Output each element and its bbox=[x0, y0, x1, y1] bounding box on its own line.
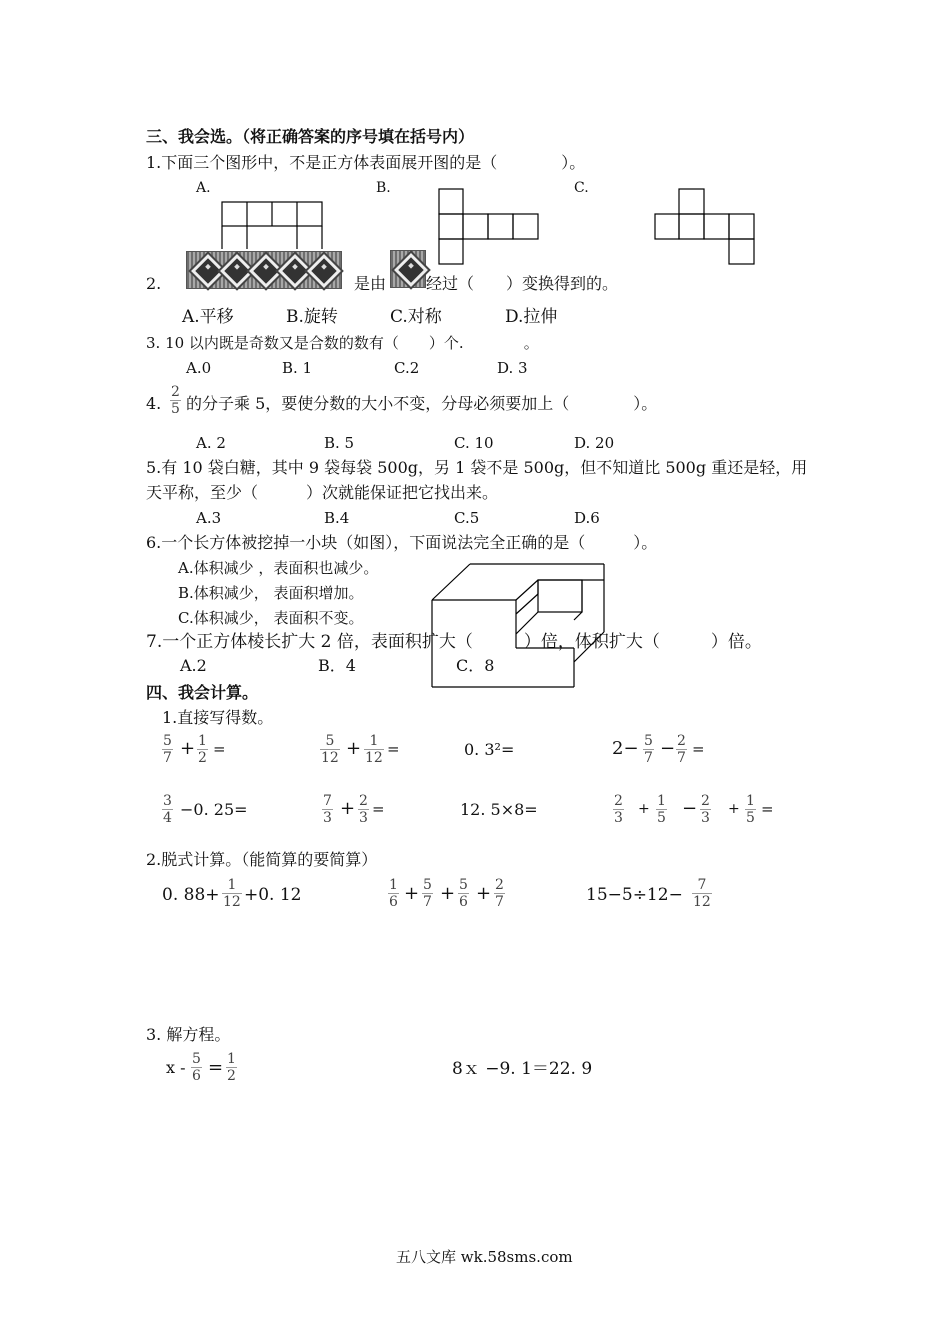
pattern-strip-image bbox=[186, 251, 342, 289]
q4-option-a: A. 2 bbox=[196, 434, 226, 452]
net-figure-b bbox=[438, 188, 540, 266]
part3-title: 3. 解方程。 bbox=[146, 1025, 231, 1044]
q5-option-c: C.5 bbox=[454, 509, 480, 527]
cuboid-figure bbox=[428, 562, 608, 692]
q6-option-a: A.体积减少 ，表面积也减少。 bbox=[178, 559, 379, 577]
row1-expr3: 0. 3²= bbox=[464, 740, 515, 759]
section3-title: 三、我会选。（将正确答案的序号填在括号内） bbox=[146, 127, 475, 146]
q2-option-c: C.对称 bbox=[390, 307, 442, 327]
footer-watermark: 五八文库 wk.58sms.com bbox=[396, 1248, 573, 1266]
q4-option-b: B. 5 bbox=[324, 434, 355, 452]
q6-option-c: C.体积减少， 表面积不变。 bbox=[178, 609, 364, 627]
q4-number: 4. bbox=[146, 394, 162, 413]
q6-text: 6.一个长方体被挖掉一小块（如图），下面说法完全正确的是（ ）。 bbox=[146, 533, 658, 552]
q4-option-d: D. 20 bbox=[574, 434, 615, 452]
part2-title: 2.脱式计算。（能简算的要简算） bbox=[146, 850, 378, 869]
net-figure-a bbox=[221, 201, 325, 251]
q1-option-b: B. bbox=[376, 180, 391, 196]
q5-text-line2: 天平称，至少（ ）次就能保证把它找出来。 bbox=[146, 483, 499, 502]
q2-number: 2. bbox=[146, 274, 162, 293]
q5-text-line1: 5.有 10 袋白糖，其中 9 袋每袋 500g，另 1 袋不是 500g，但不知道比 500g 重还是轻，用 bbox=[146, 458, 808, 477]
pattern-unit-image bbox=[390, 250, 426, 288]
q7-option-a: A.2 bbox=[180, 656, 207, 675]
q5-option-b: B.4 bbox=[324, 509, 350, 527]
q2-option-a: A.平移 bbox=[182, 307, 234, 327]
row2-expr3: 12. 5×8= bbox=[460, 800, 538, 819]
section4-title: 四、我会计算。 bbox=[146, 683, 259, 702]
q1-option-a: A. bbox=[196, 180, 211, 196]
q2-text-a: 是由 bbox=[354, 274, 387, 293]
q7-option-b: B．4 bbox=[318, 656, 356, 675]
q5-option-d: D.6 bbox=[574, 509, 600, 527]
q1-text: 1.下面三个图形中，不是正方体表面展开图的是（ ）。 bbox=[146, 153, 586, 172]
q4-fraction: 2 5 bbox=[171, 384, 180, 417]
q3-option-c: C.2 bbox=[394, 359, 420, 377]
q6-option-b: B.体积减少， 表面积增加。 bbox=[178, 584, 364, 602]
q2-text-b: 经过（ ）变换得到的。 bbox=[426, 274, 619, 293]
q2-option-b: B.旋转 bbox=[286, 307, 338, 327]
q3-text: 3. 10 以内既是奇数又是合数的数有（ ）个. 。 bbox=[146, 334, 539, 352]
q1-option-c: C. bbox=[574, 180, 589, 196]
equation2: 8ｘ −9. 1＝22. 9 bbox=[452, 1059, 593, 1079]
q3-option-b: B. 1 bbox=[282, 359, 313, 377]
q2-option-d: D.拉伸 bbox=[505, 307, 558, 327]
net-figure-c bbox=[654, 188, 756, 266]
q7-option-c: C．8 bbox=[456, 656, 495, 675]
q4-text: 的分子乘 5，要使分数的大小不变，分母必须要加上（ ）。 bbox=[186, 394, 658, 413]
q4-option-c: C. 10 bbox=[454, 434, 494, 452]
q7-text: 7.一个正方体棱长扩大 2 倍，表面积扩大（ ）倍，体积扩大（ ）倍。 bbox=[146, 632, 762, 652]
q3-option-a: A.0 bbox=[186, 359, 212, 377]
part1-title: 1.直接写得数。 bbox=[162, 708, 274, 727]
q3-option-d: D. 3 bbox=[497, 359, 528, 377]
q5-option-a: A.3 bbox=[196, 509, 222, 527]
